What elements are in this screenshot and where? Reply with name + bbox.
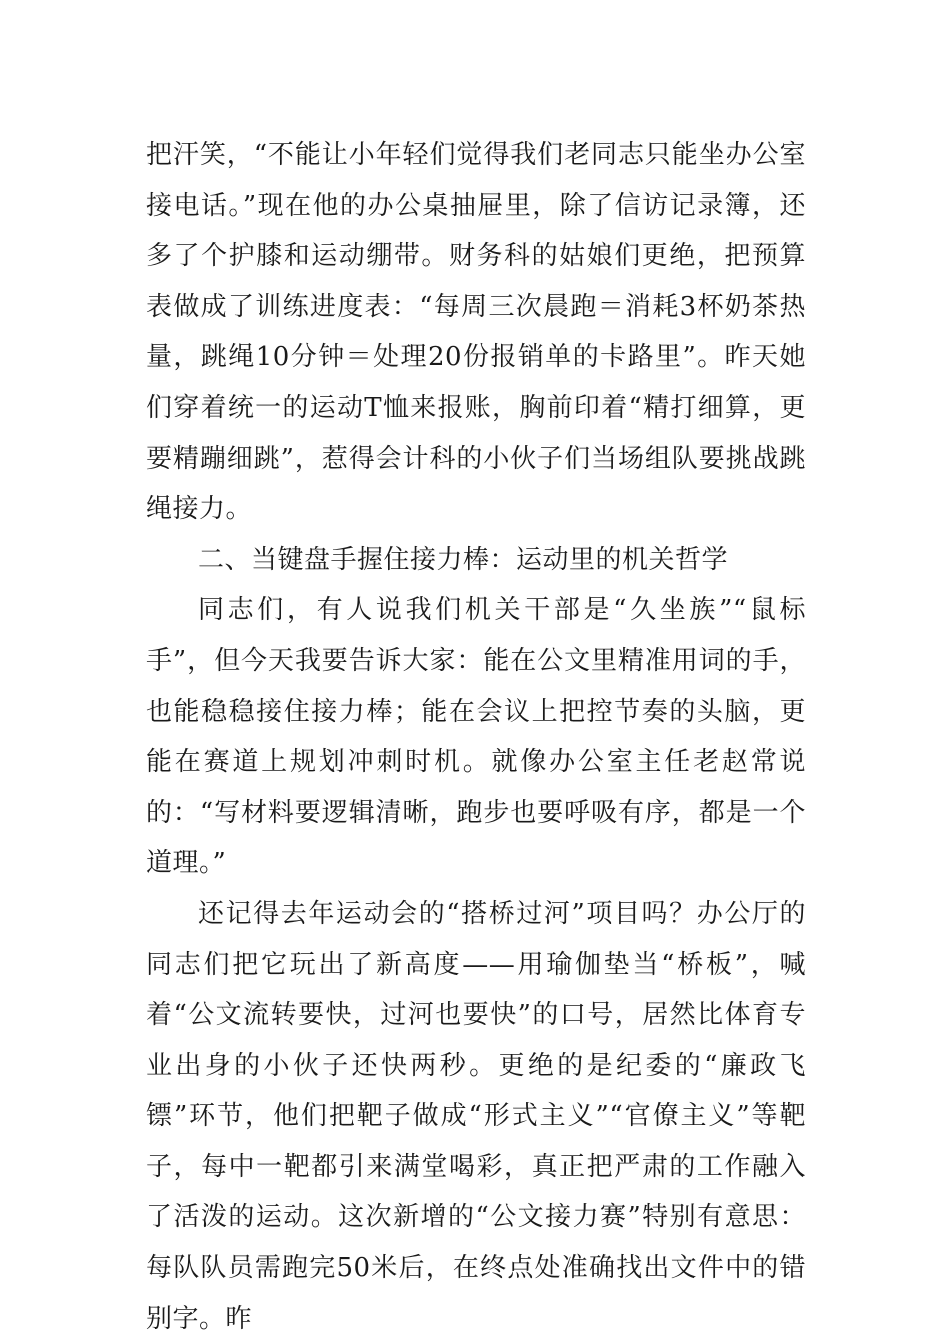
paragraph-body: 同志们，有人说我们机关干部是“久坐族”“鼠标手”，但今天我要告诉大家：能在公文里精准用词的手，也能稳稳接住接力棒；能在会议上把控节奏的头脑，更能在赛道上规划冲刺时机。就像办公室主任老赵常说的：“写材料要逻辑清晰，跑步也要呼吸有序，都是一个道理。” bbox=[146, 595, 806, 879]
document-body bbox=[146, 130, 806, 1344]
section-heading: 二、当键盘手握住接力棒：运动里的机关哲学 bbox=[198, 544, 729, 575]
paragraph-body: 还记得去年运动会的“搭桥过河”项目吗？办公厅的同志们把它玩出了新高度——用瑜伽垫当“桥板”，喊着“公文流转要快，过河也要快”的口号，居然比体育专业出身的小伙子还快两秒。更绝的是纪委的“廉政飞镖”环节，他们把靶子做成“形式主义”“官僚主义”等靶子，每中一靶都引来满堂喝彩，真正把严肃的工作融入了活泼的运动。这次新增的“公文接力赛”特别有意思：每队队员需跑完50米后，在终点处准确找出文件中的错别字。昨 bbox=[146, 898, 806, 1334]
paragraph-continuation: 把汗笑，“不能让小年轻们觉得我们老同志只能坐办公室接电话。”现在他的办公桌抽屉里，除了信访记录簿，还多了个护膝和运动绷带。财务科的姑娘们更绝，把预算表做成了训练进度表：“每周三次晨跑＝消耗3杯奶茶热量，跳绳10分钟＝处理20份报销单的卡路里”。昨天她们穿着统一的运动T恤来报账，胸前印着“精打细算，更要精蹦细跳”，惹得会计科的小伙子们当场组队要挑战跳绳接力。 bbox=[146, 140, 806, 525]
